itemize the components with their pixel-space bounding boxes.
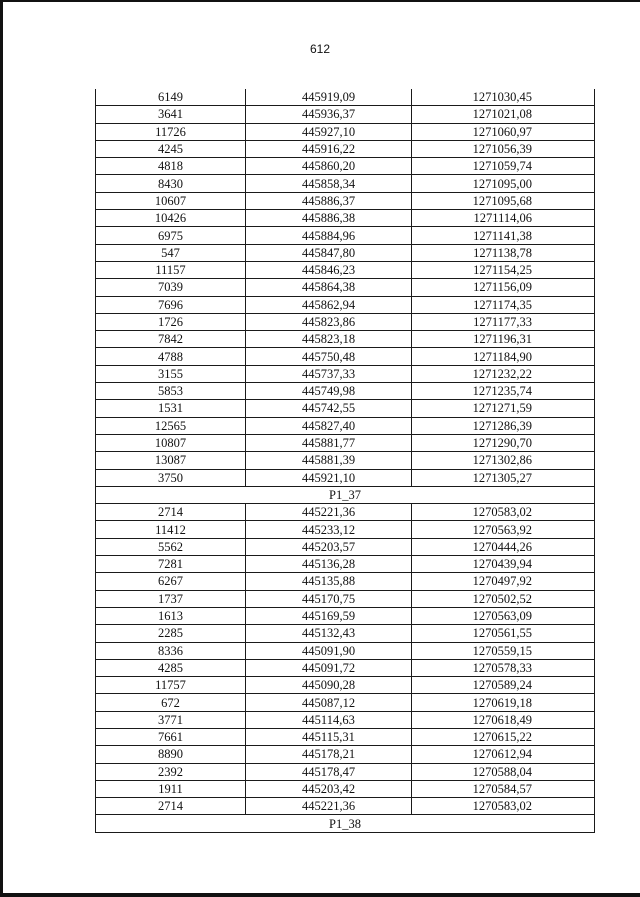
table-row — [96, 659, 595, 676]
x-coordinate-cell: 445135,88 — [246, 573, 412, 590]
y-coordinate-cell: 1270588,04 — [412, 763, 595, 780]
point-number-cell: 11412 — [96, 521, 246, 538]
scan-border-bottom — [0, 893, 640, 897]
point-number-cell: 10807 — [96, 434, 246, 451]
section-label: P1_38 — [96, 815, 595, 832]
y-coordinate-cell: 1270612,94 — [412, 746, 595, 763]
point-number-cell: 2285 — [96, 625, 246, 642]
point-number-cell: 7039 — [96, 279, 246, 296]
y-coordinate-cell: 1271056,39 — [412, 140, 595, 157]
table-row — [96, 192, 595, 209]
x-coordinate-cell: 445221,36 — [246, 798, 412, 815]
x-coordinate-cell: 445881,77 — [246, 434, 412, 451]
section-label: P1_37 — [96, 486, 595, 503]
x-coordinate-cell: 445114,63 — [246, 711, 412, 728]
x-coordinate-cell: 445233,12 — [246, 521, 412, 538]
y-coordinate-cell: 1271232,22 — [412, 365, 595, 382]
point-number-cell: 3750 — [96, 469, 246, 486]
table-row — [96, 175, 595, 192]
x-coordinate-cell: 445827,40 — [246, 417, 412, 434]
x-coordinate-cell: 445742,55 — [246, 400, 412, 417]
point-number-cell: 4285 — [96, 659, 246, 676]
y-coordinate-cell: 1270561,55 — [412, 625, 595, 642]
x-coordinate-cell: 445136,28 — [246, 556, 412, 573]
x-coordinate-cell: 445936,37 — [246, 106, 412, 123]
x-coordinate-cell: 445886,38 — [246, 210, 412, 227]
section-label-row — [96, 486, 595, 503]
table-row — [96, 313, 595, 330]
x-coordinate-cell: 445737,33 — [246, 365, 412, 382]
y-coordinate-cell: 1271184,90 — [412, 348, 595, 365]
y-coordinate-cell: 1270559,15 — [412, 642, 595, 659]
table-row — [96, 296, 595, 313]
point-number-cell: 6149 — [96, 89, 246, 106]
table-row — [96, 227, 595, 244]
table-row — [96, 642, 595, 659]
x-coordinate-cell: 445221,36 — [246, 504, 412, 521]
y-coordinate-cell: 1271302,86 — [412, 452, 595, 469]
y-coordinate-cell: 1270563,09 — [412, 607, 595, 624]
table-row — [96, 556, 595, 573]
y-coordinate-cell: 1270563,92 — [412, 521, 595, 538]
table-row — [96, 573, 595, 590]
table-row — [96, 694, 595, 711]
x-coordinate-cell: 445090,28 — [246, 677, 412, 694]
point-number-cell: 672 — [96, 694, 246, 711]
y-coordinate-cell: 1270619,18 — [412, 694, 595, 711]
table-row — [96, 521, 595, 538]
y-coordinate-cell: 1270583,02 — [412, 504, 595, 521]
table-row — [96, 763, 595, 780]
x-coordinate-cell: 445884,96 — [246, 227, 412, 244]
y-coordinate-cell: 1271021,08 — [412, 106, 595, 123]
y-coordinate-cell: 1271060,97 — [412, 123, 595, 140]
y-coordinate-cell: 1271235,74 — [412, 383, 595, 400]
table-row — [96, 158, 595, 175]
table-row — [96, 746, 595, 763]
point-number-cell: 4818 — [96, 158, 246, 175]
y-coordinate-cell: 1270584,57 — [412, 780, 595, 797]
y-coordinate-cell: 1271059,74 — [412, 158, 595, 175]
y-coordinate-cell: 1270618,49 — [412, 711, 595, 728]
x-coordinate-cell: 445750,48 — [246, 348, 412, 365]
y-coordinate-cell: 1271174,35 — [412, 296, 595, 313]
point-number-cell: 1911 — [96, 780, 246, 797]
table-row — [96, 400, 595, 417]
point-number-cell: 2714 — [96, 798, 246, 815]
table-row — [96, 590, 595, 607]
point-number-cell: 7842 — [96, 331, 246, 348]
table-row — [96, 261, 595, 278]
coordinates-table-body — [96, 89, 595, 832]
point-number-cell: 2392 — [96, 763, 246, 780]
point-number-cell: 11757 — [96, 677, 246, 694]
scan-border-top — [0, 0, 640, 2]
x-coordinate-cell: 445921,10 — [246, 469, 412, 486]
x-coordinate-cell: 445132,43 — [246, 625, 412, 642]
y-coordinate-cell: 1271030,45 — [412, 89, 595, 106]
y-coordinate-cell: 1270439,94 — [412, 556, 595, 573]
x-coordinate-cell: 445203,42 — [246, 780, 412, 797]
point-number-cell: 3771 — [96, 711, 246, 728]
point-number-cell: 3155 — [96, 365, 246, 382]
point-number-cell: 1737 — [96, 590, 246, 607]
point-number-cell: 7281 — [96, 556, 246, 573]
x-coordinate-cell: 445864,38 — [246, 279, 412, 296]
x-coordinate-cell: 445178,21 — [246, 746, 412, 763]
x-coordinate-cell: 445169,59 — [246, 607, 412, 624]
y-coordinate-cell: 1271095,00 — [412, 175, 595, 192]
scan-border-left — [0, 0, 3, 897]
x-coordinate-cell: 445087,12 — [246, 694, 412, 711]
point-number-cell: 4788 — [96, 348, 246, 365]
y-coordinate-cell: 1271305,27 — [412, 469, 595, 486]
point-number-cell: 3641 — [96, 106, 246, 123]
page-number: 612 — [309, 42, 331, 56]
table-row — [96, 469, 595, 486]
x-coordinate-cell: 445927,10 — [246, 123, 412, 140]
table-row — [96, 417, 595, 434]
y-coordinate-cell: 1270589,24 — [412, 677, 595, 694]
table-row — [96, 434, 595, 451]
point-number-cell: 11726 — [96, 123, 246, 140]
x-coordinate-cell: 445862,94 — [246, 296, 412, 313]
x-coordinate-cell: 445919,09 — [246, 89, 412, 106]
table-row — [96, 452, 595, 469]
table-row — [96, 504, 595, 521]
x-coordinate-cell: 445860,20 — [246, 158, 412, 175]
y-coordinate-cell: 1270615,22 — [412, 728, 595, 745]
x-coordinate-cell: 445749,98 — [246, 383, 412, 400]
table-row — [96, 279, 595, 296]
x-coordinate-cell: 445823,86 — [246, 313, 412, 330]
point-number-cell: 8430 — [96, 175, 246, 192]
point-number-cell: 8336 — [96, 642, 246, 659]
y-coordinate-cell: 1270583,02 — [412, 798, 595, 815]
y-coordinate-cell: 1271095,68 — [412, 192, 595, 209]
y-coordinate-cell: 1271286,39 — [412, 417, 595, 434]
point-number-cell: 547 — [96, 244, 246, 261]
point-number-cell: 11157 — [96, 261, 246, 278]
x-coordinate-cell: 445886,37 — [246, 192, 412, 209]
y-coordinate-cell: 1270502,52 — [412, 590, 595, 607]
x-coordinate-cell: 445847,80 — [246, 244, 412, 261]
point-number-cell: 12565 — [96, 417, 246, 434]
x-coordinate-cell: 445091,72 — [246, 659, 412, 676]
point-number-cell: 10607 — [96, 192, 246, 209]
y-coordinate-cell: 1271138,78 — [412, 244, 595, 261]
point-number-cell: 7661 — [96, 728, 246, 745]
point-number-cell: 6975 — [96, 227, 246, 244]
point-number-cell: 7696 — [96, 296, 246, 313]
table-row — [96, 607, 595, 624]
table-row — [96, 348, 595, 365]
point-number-cell: 5853 — [96, 383, 246, 400]
point-number-cell: 2714 — [96, 504, 246, 521]
y-coordinate-cell: 1270444,26 — [412, 538, 595, 555]
table-row — [96, 383, 595, 400]
x-coordinate-cell: 445858,34 — [246, 175, 412, 192]
point-number-cell: 6267 — [96, 573, 246, 590]
table-row — [96, 798, 595, 815]
table-row — [96, 538, 595, 555]
x-coordinate-cell: 445091,90 — [246, 642, 412, 659]
y-coordinate-cell: 1271177,33 — [412, 313, 595, 330]
point-number-cell: 10426 — [96, 210, 246, 227]
point-number-cell: 1531 — [96, 400, 246, 417]
table-row — [96, 677, 595, 694]
table-row — [96, 89, 595, 106]
x-coordinate-cell: 445170,75 — [246, 590, 412, 607]
x-coordinate-cell: 445881,39 — [246, 452, 412, 469]
x-coordinate-cell: 445916,22 — [246, 140, 412, 157]
table-row — [96, 331, 595, 348]
y-coordinate-cell: 1270497,92 — [412, 573, 595, 590]
y-coordinate-cell: 1271114,06 — [412, 210, 595, 227]
section-label-row — [96, 815, 595, 832]
table-row — [96, 210, 595, 227]
x-coordinate-cell: 445846,23 — [246, 261, 412, 278]
point-number-cell: 1613 — [96, 607, 246, 624]
point-number-cell: 5562 — [96, 538, 246, 555]
x-coordinate-cell: 445115,31 — [246, 728, 412, 745]
y-coordinate-cell: 1271290,70 — [412, 434, 595, 451]
y-coordinate-cell: 1270578,33 — [412, 659, 595, 676]
point-number-cell: 4245 — [96, 140, 246, 157]
table-row — [96, 780, 595, 797]
table-row — [96, 106, 595, 123]
x-coordinate-cell: 445823,18 — [246, 331, 412, 348]
y-coordinate-cell: 1271141,38 — [412, 227, 595, 244]
x-coordinate-cell: 445203,57 — [246, 538, 412, 555]
table-row — [96, 625, 595, 642]
x-coordinate-cell: 445178,47 — [246, 763, 412, 780]
table-row — [96, 123, 595, 140]
point-number-cell: 8890 — [96, 746, 246, 763]
table-row — [96, 140, 595, 157]
y-coordinate-cell: 1271156,09 — [412, 279, 595, 296]
y-coordinate-cell: 1271271,59 — [412, 400, 595, 417]
point-number-cell: 13087 — [96, 452, 246, 469]
table-row — [96, 244, 595, 261]
table-row — [96, 365, 595, 382]
coordinates-table — [95, 89, 595, 833]
table-row — [96, 711, 595, 728]
y-coordinate-cell: 1271196,31 — [412, 331, 595, 348]
y-coordinate-cell: 1271154,25 — [412, 261, 595, 278]
point-number-cell: 1726 — [96, 313, 246, 330]
table-row — [96, 728, 595, 745]
